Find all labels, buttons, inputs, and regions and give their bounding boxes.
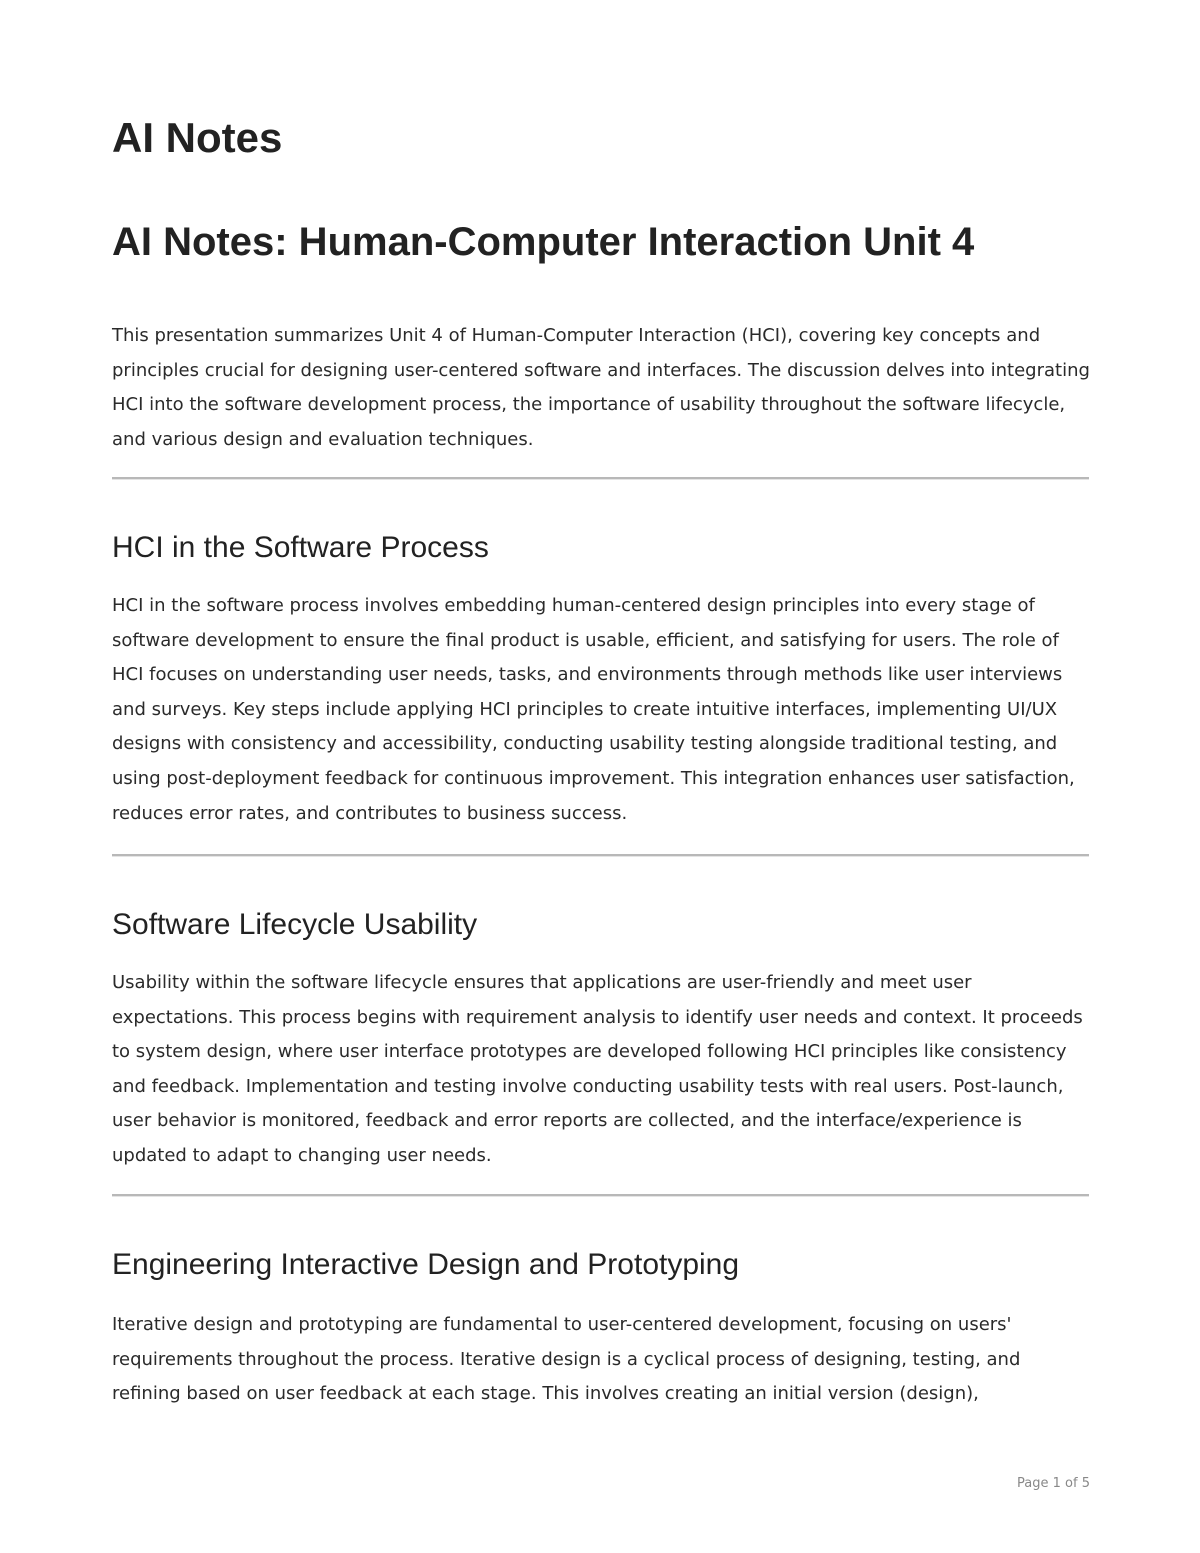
page-indicator: Page 1 of 5: [1017, 1476, 1090, 1491]
section-divider: [112, 477, 1089, 480]
section-divider: [112, 1194, 1089, 1197]
section-heading-interactive-design: Engineering Interactive Design and Prototyping: [112, 1248, 740, 1281]
section-heading-hci-software-process: HCI in the Software Process: [112, 531, 489, 564]
section-divider: [112, 854, 1089, 857]
intro-paragraph: This presentation summarizes Unit 4 of Human-Computer Interaction (HCI), covering key concepts and principles crucial for designing user-centered software and interfaces. The discussion delves into integrating HCI into the software development process, the importance of usability throughout the software lifecycle, and various design and evaluation techniques.: [112, 325, 1090, 450]
section-body-hci-software-process: HCI in the software process involves embedding human-centered design principles into every stage of software development to ensure the final product is usable, efficient, and satisfying for users. The role of HCI focuses on understanding user needs, tasks, and environments through methods like user interviews and surveys. Key steps include applying HCI principles to create intuitive interfaces, implementing UI/UX designs with consistency and accessibility, conducting usability testing alongside traditional testing, and using post-deployment feedback for continuous improvement. This integration enhances user satisfaction, reduces error rates, and contributes to business success.: [112, 595, 1075, 824]
section-body-lifecycle-usability: Usability within the software lifecycle ensures that applications are user-friendly and meet user expectations. This process begins with requirement analysis to identify user needs and context. It proceeds to system design, where user interface prototypes are developed following HCI principles like consistency and feedback. Implementation and testing involve conducting usability tests with real users. Post-launch, user behavior is monitored, feedback and error reports are collected, and the interface/experience is updated to adapt to changing user needs.: [112, 972, 1083, 1166]
section-heading-lifecycle-usability: Software Lifecycle Usability: [112, 908, 478, 941]
document-title: AI Notes: [112, 114, 283, 161]
document-subtitle: AI Notes: Human-Computer Interaction Unit 4: [112, 220, 975, 264]
section-body-interactive-design: Iterative design and prototyping are fundamental to user-centered development, focusing on users' requirements throughout the process. Iterative design is a cyclical process of designing, testing, and refining based on user feedback at each stage. This involves creating an initial version (design),: [112, 1314, 1021, 1405]
